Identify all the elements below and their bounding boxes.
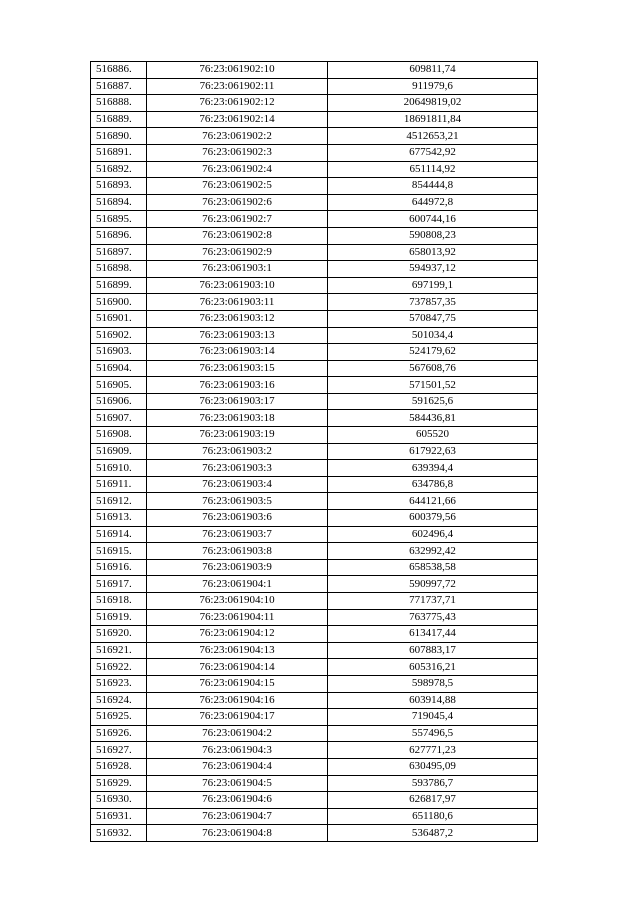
cadastral-number-cell: 76:23:061904:11	[147, 609, 328, 626]
table-row	[91, 460, 538, 477]
table-row	[91, 427, 538, 444]
cadastral-value-cell: 501034,4	[328, 327, 538, 344]
row-number-cell: 516896.	[91, 227, 147, 244]
cadastral-number-cell: 76:23:061902:2	[147, 128, 328, 145]
row-number-cell: 516898.	[91, 261, 147, 278]
cadastral-number-cell: 76:23:061903:3	[147, 460, 328, 477]
cadastral-value-cell: 737857,35	[328, 294, 538, 311]
table-row	[91, 294, 538, 311]
cadastral-number-cell: 76:23:061903:7	[147, 526, 328, 543]
cadastral-number-cell: 76:23:061903:6	[147, 510, 328, 527]
cadastral-value-cell: 602496,4	[328, 526, 538, 543]
row-number-cell: 516926.	[91, 725, 147, 742]
table-row	[91, 443, 538, 460]
row-number-cell: 516904.	[91, 360, 147, 377]
row-number-cell: 516908.	[91, 427, 147, 444]
table-row	[91, 626, 538, 643]
table-row	[91, 393, 538, 410]
cadastral-number-cell: 76:23:061904:17	[147, 709, 328, 726]
cadastral-value-cell: 697199,1	[328, 277, 538, 294]
cadastral-value-cell: 651114,92	[328, 161, 538, 178]
cadastral-number-cell: 76:23:061902:7	[147, 211, 328, 228]
cadastral-value-cell: 632992,42	[328, 543, 538, 560]
cadastral-value-cell: 598978,5	[328, 675, 538, 692]
cadastral-number-cell: 76:23:061903:1	[147, 261, 328, 278]
cadastral-number-cell: 76:23:061904:10	[147, 593, 328, 610]
cadastral-value-cell: 771737,71	[328, 593, 538, 610]
row-number-cell: 516903.	[91, 344, 147, 361]
row-number-cell: 516886.	[91, 62, 147, 79]
cadastral-value-cell: 590808,23	[328, 227, 538, 244]
row-number-cell: 516902.	[91, 327, 147, 344]
cadastral-number-cell: 76:23:061903:2	[147, 443, 328, 460]
row-number-cell: 516906.	[91, 393, 147, 410]
row-number-cell: 516920.	[91, 626, 147, 643]
table-row	[91, 194, 538, 211]
cadastral-number-cell: 76:23:061902:6	[147, 194, 328, 211]
cadastral-number-cell: 76:23:061902:8	[147, 227, 328, 244]
cadastral-value-cell: 571501,52	[328, 377, 538, 394]
row-number-cell: 516891.	[91, 144, 147, 161]
row-number-cell: 516916.	[91, 559, 147, 576]
cadastral-number-cell: 76:23:061902:10	[147, 62, 328, 79]
table-row	[91, 742, 538, 759]
cadastral-number-cell: 76:23:061904:16	[147, 692, 328, 709]
table-row	[91, 95, 538, 112]
cadastral-value-cell: 600379,56	[328, 510, 538, 527]
table-row	[91, 642, 538, 659]
row-number-cell: 516900.	[91, 294, 147, 311]
cadastral-value-cell: 609811,74	[328, 62, 538, 79]
table-row	[91, 261, 538, 278]
cadastral-number-cell: 76:23:061902:3	[147, 144, 328, 161]
table-row	[91, 327, 538, 344]
row-number-cell: 516895.	[91, 211, 147, 228]
cadastral-value-cell: 627771,23	[328, 742, 538, 759]
row-number-cell: 516894.	[91, 194, 147, 211]
row-number-cell: 516915.	[91, 543, 147, 560]
row-number-cell: 516917.	[91, 576, 147, 593]
table-row	[91, 792, 538, 809]
cadastral-number-cell: 76:23:061902:4	[147, 161, 328, 178]
table-body	[91, 62, 538, 842]
cadastral-value-cell: 644972,8	[328, 194, 538, 211]
table-row	[91, 277, 538, 294]
row-number-cell: 516922.	[91, 659, 147, 676]
row-number-cell: 516921.	[91, 642, 147, 659]
table-row	[91, 709, 538, 726]
table-row	[91, 692, 538, 709]
table-row	[91, 559, 538, 576]
table-row	[91, 510, 538, 527]
cadastral-value-cell: 600744,16	[328, 211, 538, 228]
cadastral-number-cell: 76:23:061904:1	[147, 576, 328, 593]
table-row	[91, 244, 538, 261]
cadastral-value-cell: 658013,92	[328, 244, 538, 261]
cadastral-value-cell: 626817,97	[328, 792, 538, 809]
cadastral-number-cell: 76:23:061903:18	[147, 410, 328, 427]
row-number-cell: 516929.	[91, 775, 147, 792]
table-row	[91, 825, 538, 842]
cadastral-number-cell: 76:23:061904:4	[147, 758, 328, 775]
cadastral-value-cell: 20649819,02	[328, 95, 538, 112]
row-number-cell: 516901.	[91, 310, 147, 327]
cadastral-number-cell: 76:23:061902:12	[147, 95, 328, 112]
cadastral-number-cell: 76:23:061902:9	[147, 244, 328, 261]
row-number-cell: 516889.	[91, 111, 147, 128]
table-row	[91, 675, 538, 692]
table-row	[91, 344, 538, 361]
table-row	[91, 609, 538, 626]
cadastral-number-cell: 76:23:061904:2	[147, 725, 328, 742]
cadastral-value-cell: 570847,75	[328, 310, 538, 327]
cadastral-number-cell: 76:23:061904:6	[147, 792, 328, 809]
cadastral-value-cell: 593786,7	[328, 775, 538, 792]
table-row	[91, 526, 538, 543]
cadastral-value-cell: 630495,09	[328, 758, 538, 775]
cadastral-number-cell: 76:23:061903:14	[147, 344, 328, 361]
table-row	[91, 543, 538, 560]
cadastral-number-cell: 76:23:061903:4	[147, 476, 328, 493]
cadastral-value-cell: 634786,8	[328, 476, 538, 493]
cadastral-value-cell: 524179,62	[328, 344, 538, 361]
row-number-cell: 516899.	[91, 277, 147, 294]
cadastral-value-cell: 763775,43	[328, 609, 538, 626]
cadastral-number-cell: 76:23:061904:15	[147, 675, 328, 692]
cadastral-value-cell: 719045,4	[328, 709, 538, 726]
row-number-cell: 516924.	[91, 692, 147, 709]
cadastral-value-cell: 607883,17	[328, 642, 538, 659]
cadastral-number-cell: 76:23:061903:13	[147, 327, 328, 344]
cadastral-value-cell: 4512653,21	[328, 128, 538, 145]
cadastral-number-cell: 76:23:061903:16	[147, 377, 328, 394]
cadastral-number-cell: 76:23:061904:5	[147, 775, 328, 792]
row-number-cell: 516918.	[91, 593, 147, 610]
cadastral-value-cell: 613417,44	[328, 626, 538, 643]
row-number-cell: 516888.	[91, 95, 147, 112]
table-row	[91, 128, 538, 145]
cadastral-value-cell: 536487,2	[328, 825, 538, 842]
row-number-cell: 516893.	[91, 178, 147, 195]
row-number-cell: 516905.	[91, 377, 147, 394]
table-row	[91, 360, 538, 377]
cadastral-number-cell: 76:23:061903:5	[147, 493, 328, 510]
table-row	[91, 310, 538, 327]
cadastral-value-cell: 557496,5	[328, 725, 538, 742]
table-row	[91, 211, 538, 228]
cadastral-value-cell: 658538,58	[328, 559, 538, 576]
row-number-cell: 516909.	[91, 443, 147, 460]
cadastral-number-cell: 76:23:061904:13	[147, 642, 328, 659]
row-number-cell: 516907.	[91, 410, 147, 427]
row-number-cell: 516913.	[91, 510, 147, 527]
cadastral-number-cell: 76:23:061902:11	[147, 78, 328, 95]
cadastral-number-cell: 76:23:061903:10	[147, 277, 328, 294]
cadastral-value-cell: 594937,12	[328, 261, 538, 278]
table-row	[91, 725, 538, 742]
cadastral-value-cell: 854444,8	[328, 178, 538, 195]
table-row	[91, 493, 538, 510]
cadastral-number-cell: 76:23:061904:3	[147, 742, 328, 759]
table-row	[91, 576, 538, 593]
cadastral-number-cell: 76:23:061903:15	[147, 360, 328, 377]
table-row	[91, 775, 538, 792]
cadastral-number-cell: 76:23:061903:8	[147, 543, 328, 560]
cadastral-value-cell: 567608,76	[328, 360, 538, 377]
table-row	[91, 178, 538, 195]
table-row	[91, 593, 538, 610]
row-number-cell: 516923.	[91, 675, 147, 692]
cadastral-number-cell: 76:23:061903:9	[147, 559, 328, 576]
table-row	[91, 377, 538, 394]
table-row	[91, 161, 538, 178]
cadastral-number-cell: 76:23:061903:12	[147, 310, 328, 327]
row-number-cell: 516928.	[91, 758, 147, 775]
cadastral-value-cell: 591625,6	[328, 393, 538, 410]
cadastral-value-cell: 605520	[328, 427, 538, 444]
row-number-cell: 516932.	[91, 825, 147, 842]
table-row	[91, 78, 538, 95]
table-row	[91, 808, 538, 825]
row-number-cell: 516919.	[91, 609, 147, 626]
row-number-cell: 516914.	[91, 526, 147, 543]
table-row	[91, 144, 538, 161]
cadastral-value-cell: 911979,6	[328, 78, 538, 95]
cadastral-value-cell: 605316,21	[328, 659, 538, 676]
row-number-cell: 516887.	[91, 78, 147, 95]
table-row	[91, 659, 538, 676]
cadastral-number-cell: 76:23:061902:5	[147, 178, 328, 195]
row-number-cell: 516897.	[91, 244, 147, 261]
row-number-cell: 516910.	[91, 460, 147, 477]
table-row	[91, 227, 538, 244]
table-row	[91, 111, 538, 128]
cadastral-value-cell: 603914,88	[328, 692, 538, 709]
cadastral-value-cell: 639394,4	[328, 460, 538, 477]
cadastral-number-cell: 76:23:061904:12	[147, 626, 328, 643]
table-row	[91, 410, 538, 427]
row-number-cell: 516930.	[91, 792, 147, 809]
row-number-cell: 516927.	[91, 742, 147, 759]
row-number-cell: 516892.	[91, 161, 147, 178]
cadastral-value-cell: 18691811,84	[328, 111, 538, 128]
row-number-cell: 516925.	[91, 709, 147, 726]
cadastral-number-cell: 76:23:061902:14	[147, 111, 328, 128]
row-number-cell: 516911.	[91, 476, 147, 493]
cadastral-value-table	[90, 61, 538, 842]
cadastral-number-cell: 76:23:061903:17	[147, 393, 328, 410]
cadastral-number-cell: 76:23:061903:11	[147, 294, 328, 311]
table-row	[91, 476, 538, 493]
cadastral-value-cell: 677542,92	[328, 144, 538, 161]
cadastral-value-cell: 651180,6	[328, 808, 538, 825]
row-number-cell: 516912.	[91, 493, 147, 510]
cadastral-value-cell: 644121,66	[328, 493, 538, 510]
cadastral-number-cell: 76:23:061904:14	[147, 659, 328, 676]
cadastral-value-cell: 617922,63	[328, 443, 538, 460]
cadastral-number-cell: 76:23:061904:7	[147, 808, 328, 825]
cadastral-number-cell: 76:23:061903:19	[147, 427, 328, 444]
row-number-cell: 516931.	[91, 808, 147, 825]
row-number-cell: 516890.	[91, 128, 147, 145]
table-row	[91, 62, 538, 79]
cadastral-value-cell: 590997,72	[328, 576, 538, 593]
cadastral-number-cell: 76:23:061904:8	[147, 825, 328, 842]
table-row	[91, 758, 538, 775]
cadastral-value-cell: 584436,81	[328, 410, 538, 427]
